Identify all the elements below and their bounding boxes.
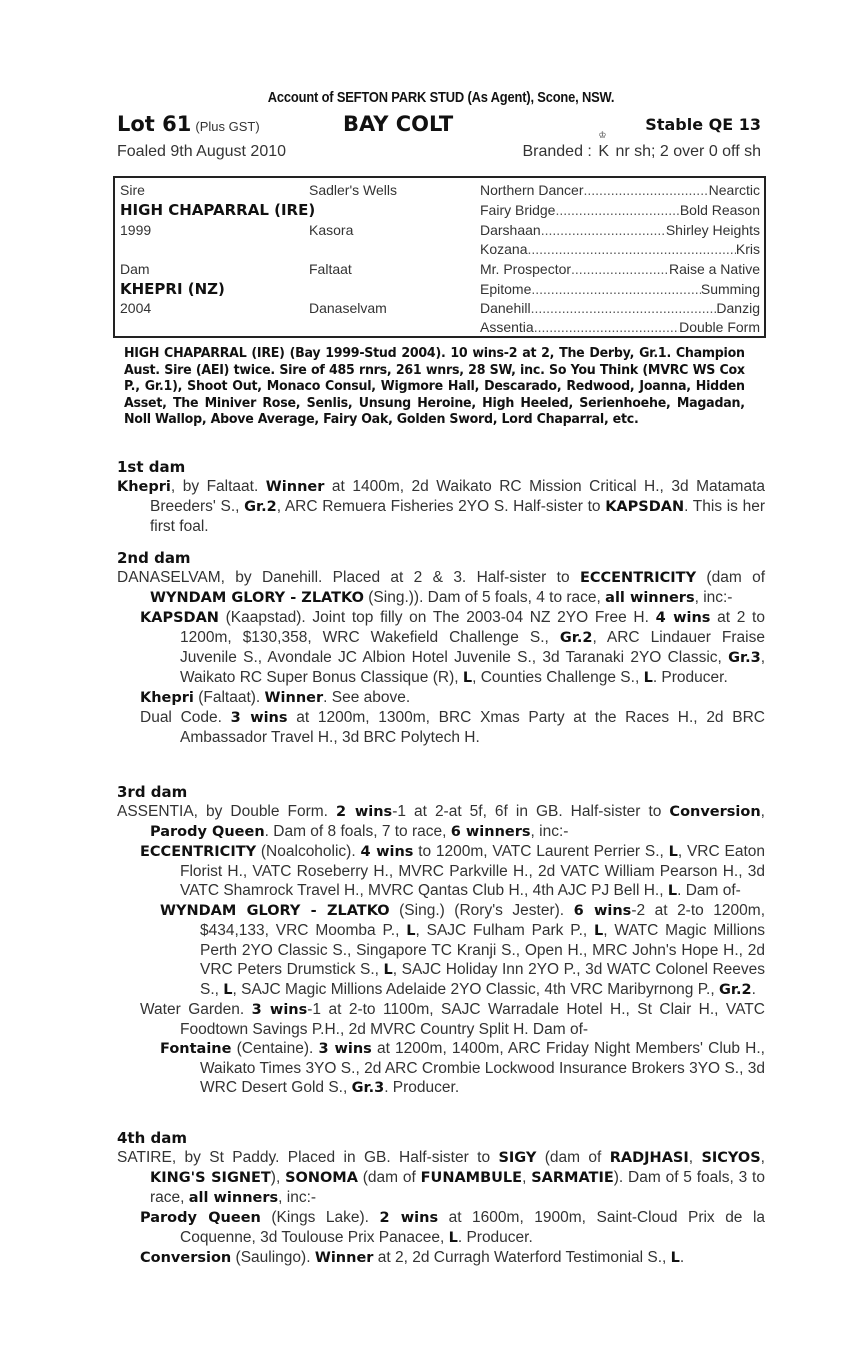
section-title: 2nd dam (117, 549, 191, 567)
ancestor-name: Darshaan (480, 222, 541, 238)
section-entries (117, 1148, 765, 1268)
leader-dots (541, 220, 666, 240)
foaled-date: Foaled 9th August 2010 (117, 143, 287, 160)
lot-number (117, 110, 260, 141)
produce-entry: Conversion (Saulingo). Winner at 2, 2d Curragh Waterford Testimonial S., L. (140, 1249, 685, 1266)
section-4th-dam (117, 1129, 765, 1268)
vendor-account: Account of SEFTON PARK STUD (As Agent), Scone, NSW. (267, 89, 615, 106)
crown-icon: ♔ (598, 130, 607, 140)
lot-label: Lot 61 (117, 112, 192, 136)
sire-year: 1999 (120, 222, 152, 238)
leader-dots (531, 279, 701, 299)
branded-detail: nr sh; 2 over 0 off sh (615, 143, 761, 160)
produce-entry: DANASELVAM, by Danehill. Placed at 2 & 3. Half-sister to ECCENTRICITY (dam of WYNDAM GLORY - ZLATKO (Sing.)). Dam of 5 foals, 4 to race, all winners, inc:- (117, 569, 766, 606)
great-grandparent (480, 180, 760, 200)
produce-entry: Khepri (Faltaat). Winner. See above. (140, 689, 411, 706)
leader-dots (531, 298, 717, 318)
leader-dots (571, 259, 669, 279)
leader-dots (534, 317, 679, 337)
ancestor-sire: Raise a Native (668, 261, 760, 277)
sire-label: Sire (120, 182, 145, 198)
ancestor-sire: Danzig (716, 300, 760, 316)
produce-entry: Fontaine (Centaine). 3 wins at 1200m, 1400m, ARC Friday Night Members' Club H., Waikato Times 3YO S., 2d ARC Crombie Lockwood Insurance Brokers 3YO S., 3d WRC Desert Gold S., Gr.3. Producer. (160, 1040, 765, 1096)
section-title: 4th dam (117, 1129, 187, 1147)
great-grandparent (480, 317, 760, 337)
great-grandparent (480, 259, 760, 279)
section-2nd-dam (117, 549, 765, 747)
dam-year: 2004 (120, 300, 152, 316)
leader-dots (584, 180, 709, 200)
section-entries (117, 568, 765, 747)
ancestor-sire: Summing (700, 281, 760, 297)
ancestor-sire: Nearctic (708, 182, 760, 198)
ancestor-name: Fairy Bridge (480, 202, 556, 218)
dam-name: KHEPRI (NZ) (120, 280, 225, 298)
catalogue-header (117, 88, 765, 164)
ancestor-sire: Double Form (679, 319, 760, 335)
section-title: 1st dam (117, 458, 186, 476)
paternal-grandsire: Sadler's Wells (309, 182, 397, 198)
ancestor-name: Assentia (480, 319, 534, 335)
branded-label: Branded : (522, 143, 592, 160)
ancestor-sire: Bold Reason (679, 202, 760, 218)
gst-note: (Plus GST) (195, 119, 260, 134)
section-title: 3rd dam (117, 783, 188, 801)
ancestor-sire: Shirley Heights (665, 222, 760, 238)
stable-location: Stable QE 13 (645, 115, 761, 134)
produce-entry: Dual Code. 3 wins at 1200m, 1300m, BRC Xmas Party at the Races H., 2d BRC Ambassador Travel H., 3d BRC Polytech H. (140, 709, 765, 746)
leader-dots (527, 239, 735, 259)
brand-letter: K (598, 143, 609, 160)
produce-entry: SATIRE, by St Paddy. Placed in GB. Half-sister to SIGY (dam of RADJHASI, SICYOS, KING'S SIGNET), SONOMA (dam of FUNAMBULE, SARMATIE). Dam of 5 foals, 3 to race, all winners, inc:- (117, 1149, 765, 1206)
section-3rd-dam (117, 783, 765, 1098)
paternal-granddam: Kasora (309, 222, 354, 238)
section-entries (117, 477, 765, 536)
brand-info (522, 130, 761, 164)
foal-line (117, 130, 765, 164)
pedigree-table (113, 176, 766, 338)
produce-entry: Khepri, by Faltaat. Winner at 1400m, 2d Waikato RC Mission Critical H., 3d Matamata Breeders' S., Gr.2, ARC Remuera Fisheries 2YO S. Half-sister to KAPSDAN. This is her first foal. (117, 478, 766, 535)
ancestor-name: Northern Dancer (480, 182, 584, 198)
horse-description: BAY COLT (343, 112, 454, 136)
section-1st-dam (117, 458, 765, 536)
section-entries (117, 802, 765, 1098)
produce-entry: WYNDAM GLORY - ZLATKO (Sing.) (Rory's Jester). 6 wins-2 at 2-to 1200m, $434,133, VRC Moomba P., L, SAJC Fulham Park P., L, WATC Magic Millions Perth 2YO Classic S., Singapore TC Kranji S., Open H., MRC John's Hope H., 2d VRC Peters Drumstick S., L, SAJC Holiday Inn 2YO P., 3d WATC Colonel Reeves S., L, SAJC Magic Millions Adelaide 2YO Classic, 4th VRC Maribyrnong P., Gr.2. (160, 902, 766, 998)
produce-entry: Water Garden. 3 wins-1 at 2-to 1100m, SAJC Warradale Hotel H., St Clair H., VATC Foodtown Savings P.H., 2d MVRC Country Split H. Dam of- (140, 1001, 765, 1038)
sire-summary: HIGH CHAPARRAL (IRE) (Bay 1999-Stud 2004). 10 wins-2 at 2, The Derby, Gr.1. Champion Aust. Sire (AEI) twice. Sire of 485 rnrs, 261 wnrs, 28 SW, inc. So You Think (MVRC WS Cox P., Gr.1), Shoot Out, Monaco Consul, Wigmore Hall, Descarado, Redwood, Joanna, Hidden Asset, The Miniver Rose, Senlis, Unsung Heroine, High Heeled, Serienhoehe, Magadan, Noll Wallop, Above Average, Fairy Oak, Golden Sword, Lord Chaparral, etc. (124, 346, 745, 427)
produce-entry: ASSENTIA, by Double Form. 2 wins-1 at 2-at 5f, 6f in GB. Half-sister to Conversion, Parody Queen. Dam of 8 foals, 7 to race, 6 winners, inc:- (117, 803, 765, 840)
great-grandparent (480, 279, 760, 299)
ancestor-name: Mr. Prospector (480, 261, 572, 277)
produce-entry: KAPSDAN (Kaapstad). Joint top filly on The 2003-04 NZ 2YO Free H. 4 wins at 2 to 1200m, $130,358, WRC Wakefield Challenge S., Gr.2, ARC Lindauer Fraise Juvenile S., Avondale JC Albion Hotel Juvenile S., 3d Taranaki 2YO Classic, Gr.3, Waikato RC Super Bonus Classique (R), L, Counties Challenge S., L. Producer. (140, 609, 765, 686)
great-grandparent (480, 220, 760, 240)
great-grandparent (480, 239, 760, 259)
great-grandparent (480, 200, 760, 220)
leader-dots (555, 200, 679, 220)
ancestor-name: Kozana (480, 241, 528, 257)
produce-entry: ECCENTRICITY (Noalcoholic). 4 wins to 1200m, VATC Laurent Perrier S., L, VRC Eaton Florist H., VATC Roseberry H., MVRC Parkville H., 2d VATC William Pearson H., 3d VATC Shamrock Travel H., MVRC Qantas Club H., 4th AJC PJ Bell H., L. Dam of- (140, 843, 765, 899)
ancestor-name: Epitome (480, 281, 532, 297)
ancestor-name: Danehill (480, 300, 531, 316)
lot-line (117, 110, 765, 138)
brand-mark-icon (598, 130, 609, 164)
maternal-grandsire: Faltaat (309, 261, 352, 277)
dam-label: Dam (120, 261, 150, 277)
produce-entry: Parody Queen (Kings Lake). 2 wins at 1600m, 1900m, Saint-Cloud Prix de la Coquenne, 3d Toulouse Prix Panacee, L. Producer. (140, 1209, 766, 1246)
maternal-granddam: Danaselvam (309, 300, 387, 316)
sire-name: HIGH CHAPARRAL (IRE) (120, 201, 316, 219)
ancestor-sire: Kris (735, 241, 760, 257)
great-grandparent (480, 298, 760, 318)
